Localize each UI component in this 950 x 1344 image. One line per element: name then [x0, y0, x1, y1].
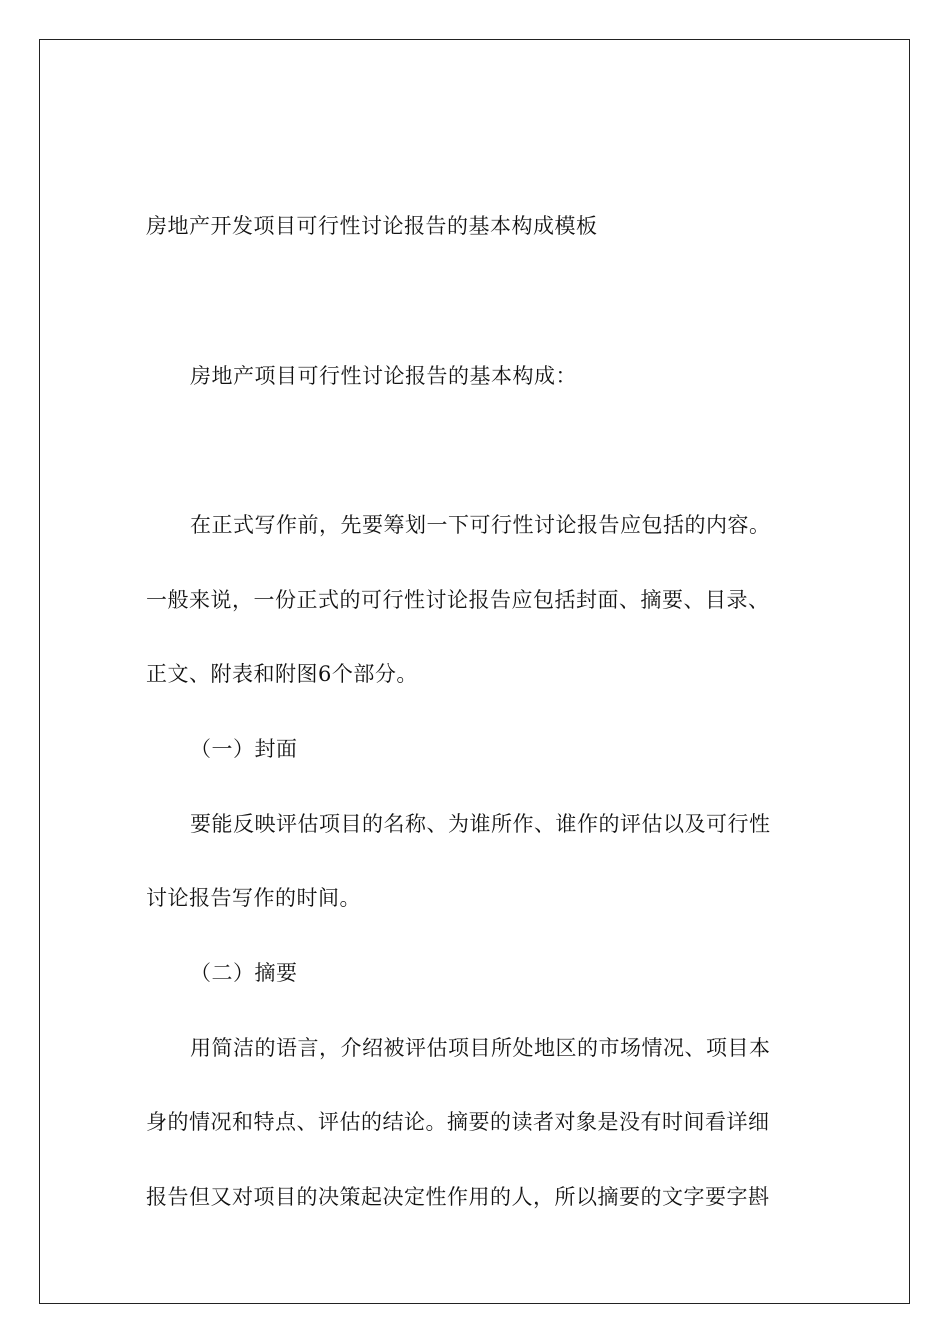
paragraph-line: 要能反映评估项目的名称、为谁所作、谁作的评估以及可行性: [190, 812, 771, 836]
paragraph-line: 一般来说，一份正式的可行性讨论报告应包括封面、摘要、目录、: [146, 588, 770, 612]
document-title: 房地产开发项目可行性讨论报告的基本构成模板: [146, 214, 598, 238]
paragraph-line: 用简洁的语言，介绍被评估项目所处地区的市场情况、项目本: [190, 1036, 771, 1060]
section-heading-cover: （一）封面: [190, 737, 298, 761]
paragraph-line: 报告但又对项目的决策起决定性作用的人，所以摘要的文字要字斟: [146, 1185, 770, 1209]
paragraph-line: 正文、附表和附图6个部分。: [146, 662, 418, 686]
intro-heading: 房地产项目可行性讨论报告的基本构成：: [190, 364, 577, 388]
paragraph-line: 身的情况和特点、评估的结论。摘要的读者对象是没有时间看详细: [146, 1110, 770, 1134]
section-heading-abstract: （二）摘要: [190, 961, 298, 985]
paragraph-line: 讨论报告写作的时间。: [146, 886, 361, 910]
paragraph-line: 在正式写作前，先要筹划一下可行性讨论报告应包括的内容。: [190, 513, 771, 537]
